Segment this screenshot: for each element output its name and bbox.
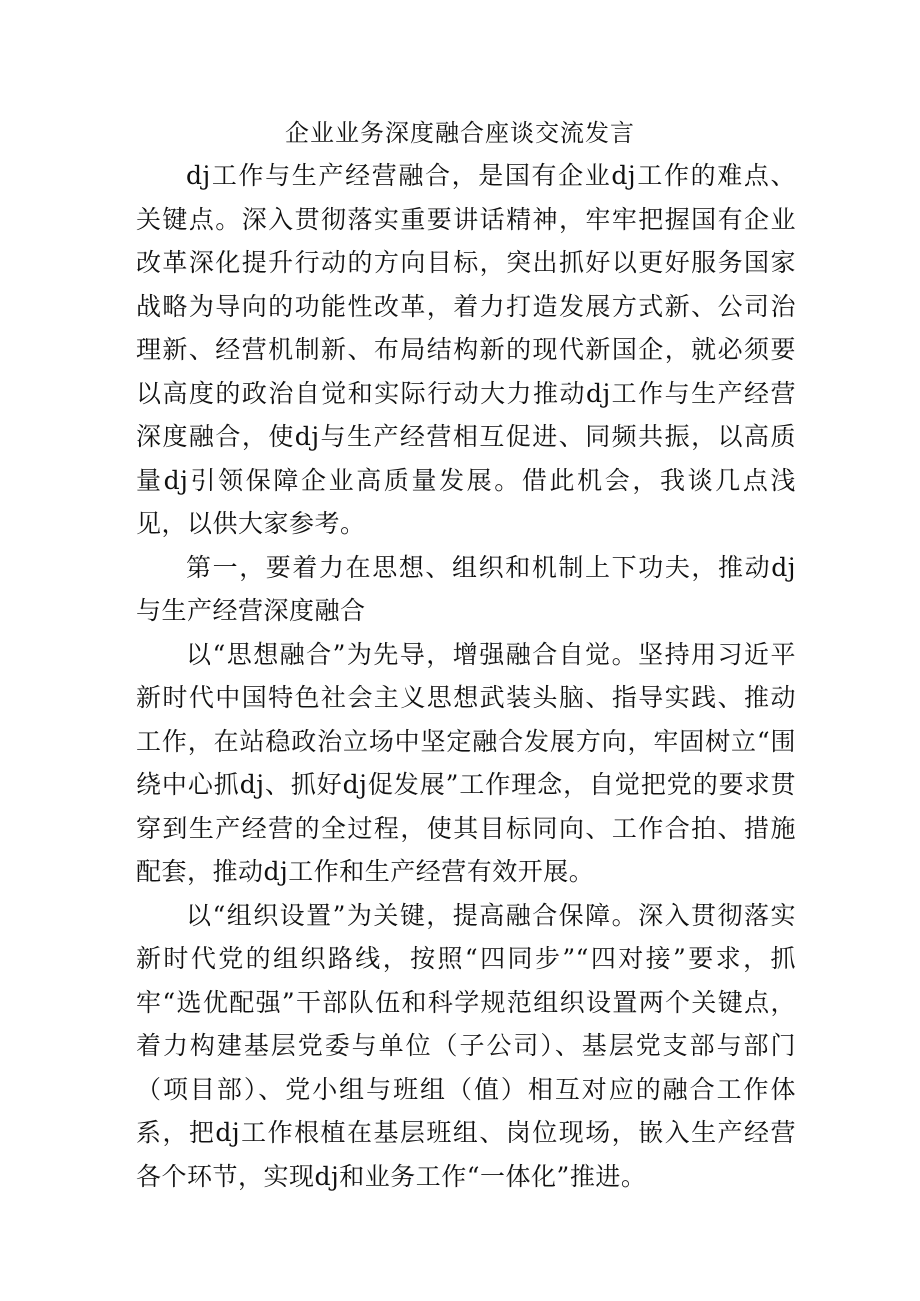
document-title: 企业业务深度融合座谈交流发言 [285, 119, 635, 147]
document-body [136, 154, 796, 1198]
paragraph-thought-integration: 以“思想融合”为先导，增强融合自觉。坚持用习近平新时代中国特色社会主义思想武装头脑、指导实践、推动工作，在站稳政治立场中坚定融合发展方向，牢固树立“围绕中心抓dj、抓好dj促发展”工作理念，自觉把党的要求贯穿到生产经营的全过程，使其目标同向、工作合拍、措施配套，推动dj工作和生产经营有效开展。 [136, 639, 796, 886]
paragraph-intro: dj工作与生产经营融合，是国有企业dj工作的难点、关键点。深入贯彻落实重要讲话精神，牢牢把握国有企业改革深化提升行动的方向目标，突出抓好以更好服务国家战略为导向的功能性改革，着力打造发展方式新、公司治理新、经营机制新、布局结构新的现代新国企，就必须要以高度的政治自觉和实际行动大力推动dj工作与生产经营深度融合，使dj与生产经营相互促进、同频共振，以高质量dj引领保障企业高质量发展。借此机会，我谈几点浅见，以供大家参考。 [136, 161, 796, 538]
paragraph-heading-first: 第一，要着力在思想、组织和机制上下功夫，推动dj与生产经营深度融合 [136, 552, 796, 625]
paragraph-organization-setup: 以“组织设置”为关键，提高融合保障。深入贯彻落实新时代党的组织路线，按照“四同步”“四对接”要求，抓牢“选优配强”干部队伍和科学规范组织设置两个关键点，着力构建基层党委与单位（子公司）、基层党支部与部门（项目部）、党小组与班组（值）相互对应的融合工作体系，把dj工作根植在基层班组、岗位现场，嵌入生产经营各个环节，实现dj和业务工作“一体化”推进。 [136, 900, 796, 1191]
